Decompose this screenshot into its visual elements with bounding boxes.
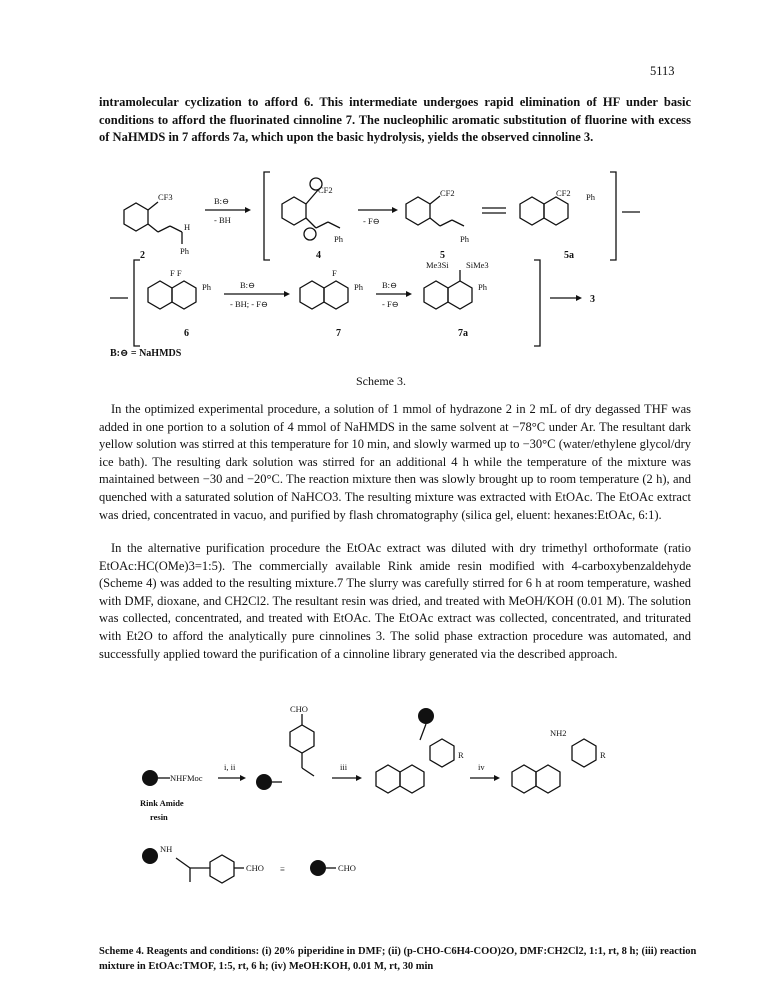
compound-label-5a: 5a [564, 250, 574, 261]
scheme-4-caption: Scheme 4. Reagents and conditions: (i) 20% piperidine in DMF; (ii) (p-CHO-C6H4-COO)2O, DMF:CH2Cl2, 1:1, rt, 8 h; (iii) reaction mixture in EtOAc:TMOF, 1:5, rt, 6 h; (iv) MeOH:KOH, 0.01 M, rt, 30 min [99, 946, 697, 972]
compound-4-structure [282, 178, 344, 261]
ph-label: Ph [586, 192, 595, 202]
compound-6-structure [148, 268, 212, 339]
paragraph-1: In the optimized experimental procedure, a solution of 1 mmol of hydrazone 2 in 2 mL of dry degassed THF was added in one portion to a solution of 4 mmol of NaHMDS in the same solvent at −78°C under Ar. The resultant dark yellow solution was stirred at this temperature for 10 min, and slowly warmed up to −30°C (water/ethylene glycol/dry ice bath). The resulting dark solution was stirred for an additional 4 h while the temperature of the mixture was maintained between −30 and −20°C. The reaction mixture then was slowly brought up to room temperature (2 h), and quenched with a saturated solution of NaHCO3. The resulting mixture was extracted with EtOAc. The EtOAc extract was dried, concentrated in vacuo, and purified by flash chromatography (silica gel, eluent: hexanes:EtOAc, 6:1). [99, 402, 691, 522]
step-iv-label: iv [478, 762, 485, 772]
compound-7a-structure [424, 260, 489, 339]
nhfmoc-label: NHFMoc [170, 773, 203, 783]
compound-label-2: 2 [140, 250, 145, 261]
base-definition: B:⊖ = NaHMDS [110, 348, 182, 359]
h-label: H [184, 222, 191, 232]
me3si-label: Me3Si [426, 260, 449, 270]
step-iii-label: iii [340, 762, 348, 772]
ph-label: Ph [478, 282, 487, 292]
step-i-ii-label: i, ii [224, 762, 236, 772]
scheme-4-diagram [140, 696, 680, 926]
cho-label: CHO [338, 863, 356, 873]
compound-label-6: 6 [184, 328, 189, 339]
compound-5a-structure [520, 188, 596, 261]
imine-bound-cinnoline [376, 708, 464, 793]
reagent-f1: - F⊖ [363, 216, 380, 226]
cf2-label: CF2 [440, 188, 455, 198]
amine-cinnoline [512, 728, 606, 793]
page-number: 5113 [650, 64, 675, 78]
cf2-label: CF2 [556, 188, 571, 198]
ph-label: Ph [460, 234, 469, 244]
ph-label: Ph [354, 282, 363, 292]
paragraph-2: In the alternative purification procedure the EtOAc extract was diluted with dry trimethyl orthoformate (ratio EtOAc:HC(OMe)3=1:5). The commercially available Rink amide resin modified with 4-carboxybenzaldehyde (Scheme 4) was added to the resulting mixture.7 The slurry was carefully stirred for 6 h at room temperature, washed with DMF, dioxane, and CH2Cl2. The resultant resin was dried, and treated with MeOH/KOH (0.01 M). The solution was collected, concentrated, and treated with EtOAc. The EtOAc extract was collected, concentrated, and triturated with Et2O to afford the analytically pure cinnolines 3. The solid phase extraction procedure was automated, and successfully applied toward the purification of a cinnoline library generated via the described approach. [99, 541, 691, 661]
ph-label: Ph [334, 234, 343, 244]
r-label: R [600, 750, 606, 760]
resin-label: resin [150, 812, 168, 822]
f-label: F [332, 268, 337, 278]
reagent-bh: - BH [214, 215, 231, 225]
compound-5-structure [406, 188, 470, 261]
scheme-3-caption: Scheme 3. [356, 374, 406, 388]
compound-7-structure [300, 268, 364, 339]
r-label: R [458, 750, 464, 760]
compound-label-3: 3 [590, 294, 595, 305]
reagent-b2: B:⊖ [240, 280, 256, 290]
rink-amide-label: Rink Amide [140, 798, 184, 808]
equals-sign: ≡ [280, 864, 285, 874]
sime3-label: SiMe3 [466, 260, 489, 270]
intro-paragraph: intramolecular cyclization to afford 6. This intermediate undergoes rapid elimination of HF under basic conditions to afford the fluorinated cinnoline 7. The nucleophilic aromatic substitution of fluorine with excess of NaHMDS in 7 affords 7a, which upon the basic hydrolysis, yields the observed cinnoline 3. [99, 95, 691, 144]
reagent-b1: B:⊖ [214, 196, 230, 206]
reagent-bh-f: - BH; - F⊖ [230, 299, 269, 309]
cho-label: CHO [290, 704, 308, 714]
compound-label-5: 5 [440, 250, 445, 261]
cf3-label: CF3 [158, 192, 173, 202]
resin-shorthand-legend [142, 844, 356, 883]
compound-label-4: 4 [316, 250, 321, 261]
ph-label: Ph [180, 246, 189, 256]
resin-bound-aldehyde [256, 704, 314, 790]
compound-label-7: 7 [336, 328, 341, 339]
reagent-b3: B:⊖ [382, 280, 398, 290]
nh2-label: NH2 [550, 728, 567, 738]
scheme-3-diagram [110, 160, 710, 360]
rink-amide-resin [140, 770, 203, 822]
reagent-f2: - F⊖ [382, 299, 399, 309]
ph-label: Ph [202, 282, 211, 292]
compound-label-7a: 7a [458, 328, 468, 339]
cf2-label: CF2 [318, 185, 333, 195]
compound-2-structure [124, 192, 190, 261]
nh-label: NH [160, 844, 173, 854]
ff-label: F F [170, 268, 182, 278]
cho-label: CHO [246, 863, 264, 873]
